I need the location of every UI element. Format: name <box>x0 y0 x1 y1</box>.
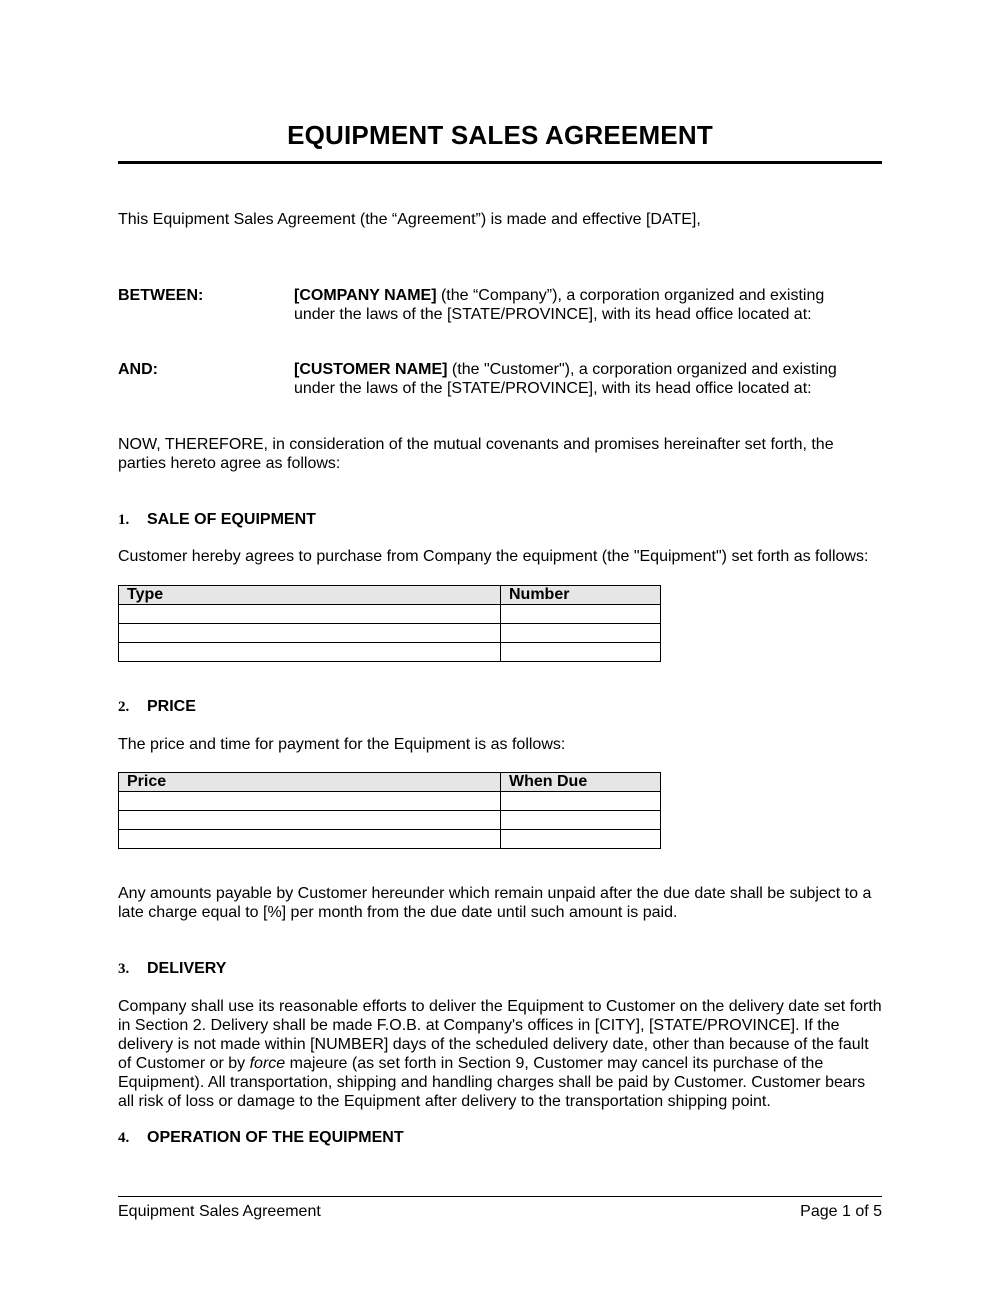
table-cell <box>501 811 661 830</box>
company-name-placeholder: [COMPANY NAME] <box>294 287 437 304</box>
section-2-number: 2. <box>118 699 130 715</box>
party-customer-text <box>294 360 882 398</box>
section-3-number: 3. <box>118 961 130 977</box>
section-1-number: 1. <box>118 512 130 528</box>
table-row <box>119 811 661 830</box>
party-company-line1: (the “Company”), a corporation organized and existing <box>436 287 825 304</box>
party-customer-line2: under the laws of the [STATE/PROVINCE], with its head office located at: <box>294 380 812 397</box>
section-1-heading <box>118 510 316 530</box>
customer-name-placeholder: [CUSTOMER NAME] <box>294 361 448 378</box>
section-4-number: 4. <box>118 1130 130 1146</box>
party-company-line2: under the laws of the [STATE/PROVINCE], with its head office located at: <box>294 306 812 323</box>
document-title: EQUIPMENT SALES AGREEMENT <box>287 120 713 150</box>
table-cell <box>119 792 501 811</box>
title-underline <box>118 161 882 164</box>
footer-page-number: Page 1 of 5 <box>800 1203 882 1220</box>
table-header-price: Price <box>119 773 501 792</box>
table-row <box>119 643 661 662</box>
table-cell <box>501 643 661 662</box>
late-charge-paragraph: Any amounts payable by Customer hereunder which remain unpaid after the due date shall be subject to a late charge equal to [%] per month from the due date until such amount is paid. <box>118 885 872 921</box>
table-cell <box>501 605 661 624</box>
section-3-title: DELIVERY <box>147 960 227 977</box>
table-header-row <box>119 586 661 605</box>
table-row <box>119 792 661 811</box>
recital-paragraph: NOW, THEREFORE, in consideration of the mutual covenants and promises hereinafter set forth, the parties hereto agree as follows: <box>118 436 834 472</box>
delivery-text-italic: force <box>249 1055 286 1072</box>
price-table <box>118 772 661 849</box>
party-label-between: BETWEEN: <box>118 287 204 304</box>
table-header-number: Number <box>501 586 661 605</box>
section-2-title: PRICE <box>147 698 196 715</box>
table-cell <box>119 643 501 662</box>
table-cell <box>119 830 501 849</box>
table-header-row <box>119 773 661 792</box>
delivery-text-part1: Company shall use its reasonable efforts to deliver the Equipment to Customer on the delivery date set forth in Section 2. Delivery shall be made F.O.B. at Company's offices in [CITY], [STATE/PROVINCE]. If the delivery is not made within [NUMBER] days of the scheduled delivery date, other than because of the fault of Customer or by <box>118 998 882 1072</box>
table-cell <box>119 624 501 643</box>
delivery-text-part2: majeure (as set forth in Section 9, Customer may cancel its purchase of the Equipment). All transportation, shipping and handling charges shall be paid by Customer. Customer bears all risk of loss or damage to the Equipment after delivery to the transportation shipping point. <box>118 1055 866 1110</box>
section-2-heading <box>118 697 196 717</box>
table-row <box>119 830 661 849</box>
table-header-when-due: When Due <box>501 773 661 792</box>
footer-rule <box>118 1196 882 1197</box>
table-cell <box>501 830 661 849</box>
section-2-text: The price and time for payment for the Equipment is as follows: <box>118 736 566 753</box>
party-company-text <box>294 286 882 324</box>
party-label-and: AND: <box>118 361 158 378</box>
table-cell <box>501 624 661 643</box>
table-cell <box>119 605 501 624</box>
document-page <box>118 0 882 1290</box>
section-1-title: SALE OF EQUIPMENT <box>147 511 316 528</box>
section-3-text <box>118 997 882 1111</box>
section-4-title: OPERATION OF THE EQUIPMENT <box>147 1129 404 1146</box>
equipment-table <box>118 585 661 662</box>
section-4-heading <box>118 1128 404 1148</box>
table-row <box>119 605 661 624</box>
party-customer-line1: (the "Customer"), a corporation organized and existing <box>447 361 837 378</box>
section-1-text: Customer hereby agrees to purchase from Company the equipment (the "Equipment") set forth as follows: <box>118 548 869 565</box>
section-3-heading <box>118 959 226 979</box>
table-header-type: Type <box>119 586 501 605</box>
table-cell <box>501 792 661 811</box>
table-cell <box>119 811 501 830</box>
table-row <box>119 624 661 643</box>
footer-document-name: Equipment Sales Agreement <box>118 1203 321 1220</box>
intro-paragraph: This Equipment Sales Agreement (the “Agreement”) is made and effective [DATE], <box>118 211 701 228</box>
